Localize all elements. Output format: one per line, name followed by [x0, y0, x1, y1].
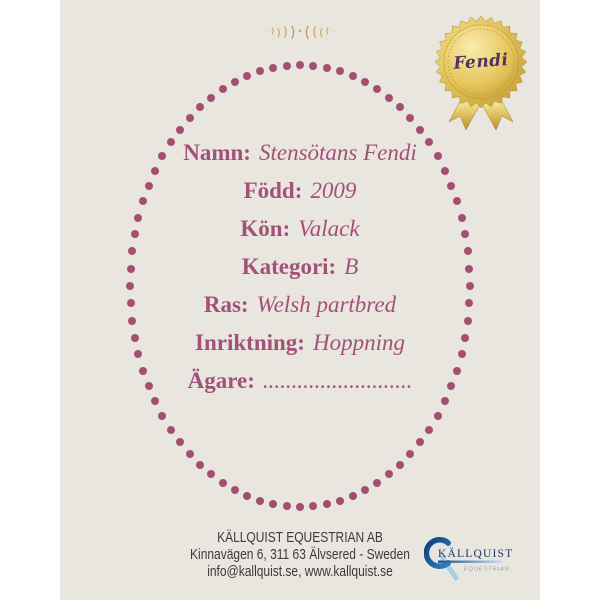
field-value: Valack [298, 216, 360, 241]
profile-field-ras [0, 286, 600, 324]
ornament-glyph: ( [319, 25, 324, 39]
ornament-glyph: ) [276, 25, 281, 39]
field-value: Stensötans Fendi [258, 140, 417, 165]
footer-company: KÄLLQUIST EQUESTRIAN AB [217, 529, 383, 546]
field-value: B [344, 254, 359, 279]
ornament-glyph: ) [289, 22, 296, 41]
ornament-glyph: • [297, 27, 303, 36]
profile-field-kategori [0, 248, 600, 286]
ornament-glyph: · [266, 28, 269, 35]
ornament-glyph: ( [312, 24, 318, 40]
ornament-glyph: ) [282, 24, 288, 40]
field-label: Född: [243, 178, 303, 203]
profile-field-kon [0, 210, 600, 248]
profile-field-inriktning [0, 324, 600, 362]
field-label: Ägare: [187, 368, 255, 393]
field-label: Kategori: [241, 254, 337, 279]
field-value: Welsh partbred [256, 292, 397, 317]
profile-field-namn [0, 134, 600, 172]
ornament-glyph: · [335, 28, 337, 35]
ornament-glyph: · [263, 28, 265, 35]
profile-field-agare [0, 362, 600, 400]
ornament-glyph: · [331, 28, 334, 35]
footer-address: Kinnavägen 6, 311 63 Älvsered - Sweden [190, 546, 410, 563]
logo-divider-bar [438, 561, 502, 563]
logo-wordmark: KÄLLQUIST [438, 548, 514, 560]
horse-profile [0, 134, 600, 400]
logo-subtitle: EQUESTRIAN [464, 566, 510, 573]
award-rosette-badge [425, 5, 537, 133]
field-label: Inriktning: [195, 330, 305, 355]
field-value-leader: .......................... [262, 368, 413, 393]
ornament-glyph: ) [270, 26, 275, 37]
profile-field-fodd [0, 172, 600, 210]
ornament-glyph: ( [304, 22, 311, 41]
rosette-label: Fendi [452, 50, 510, 74]
kallquist-equestrian-logo [424, 532, 536, 584]
footer-contact: info@kallquist.se, www.kallquist.se [207, 563, 393, 580]
field-value: 2009 [310, 178, 357, 203]
ornament-glyph: ( [325, 26, 330, 37]
field-label: Ras: [203, 292, 249, 317]
field-value: Hoppning [312, 330, 405, 355]
field-label: Kön: [240, 216, 291, 241]
field-label: Namn: [183, 140, 251, 165]
